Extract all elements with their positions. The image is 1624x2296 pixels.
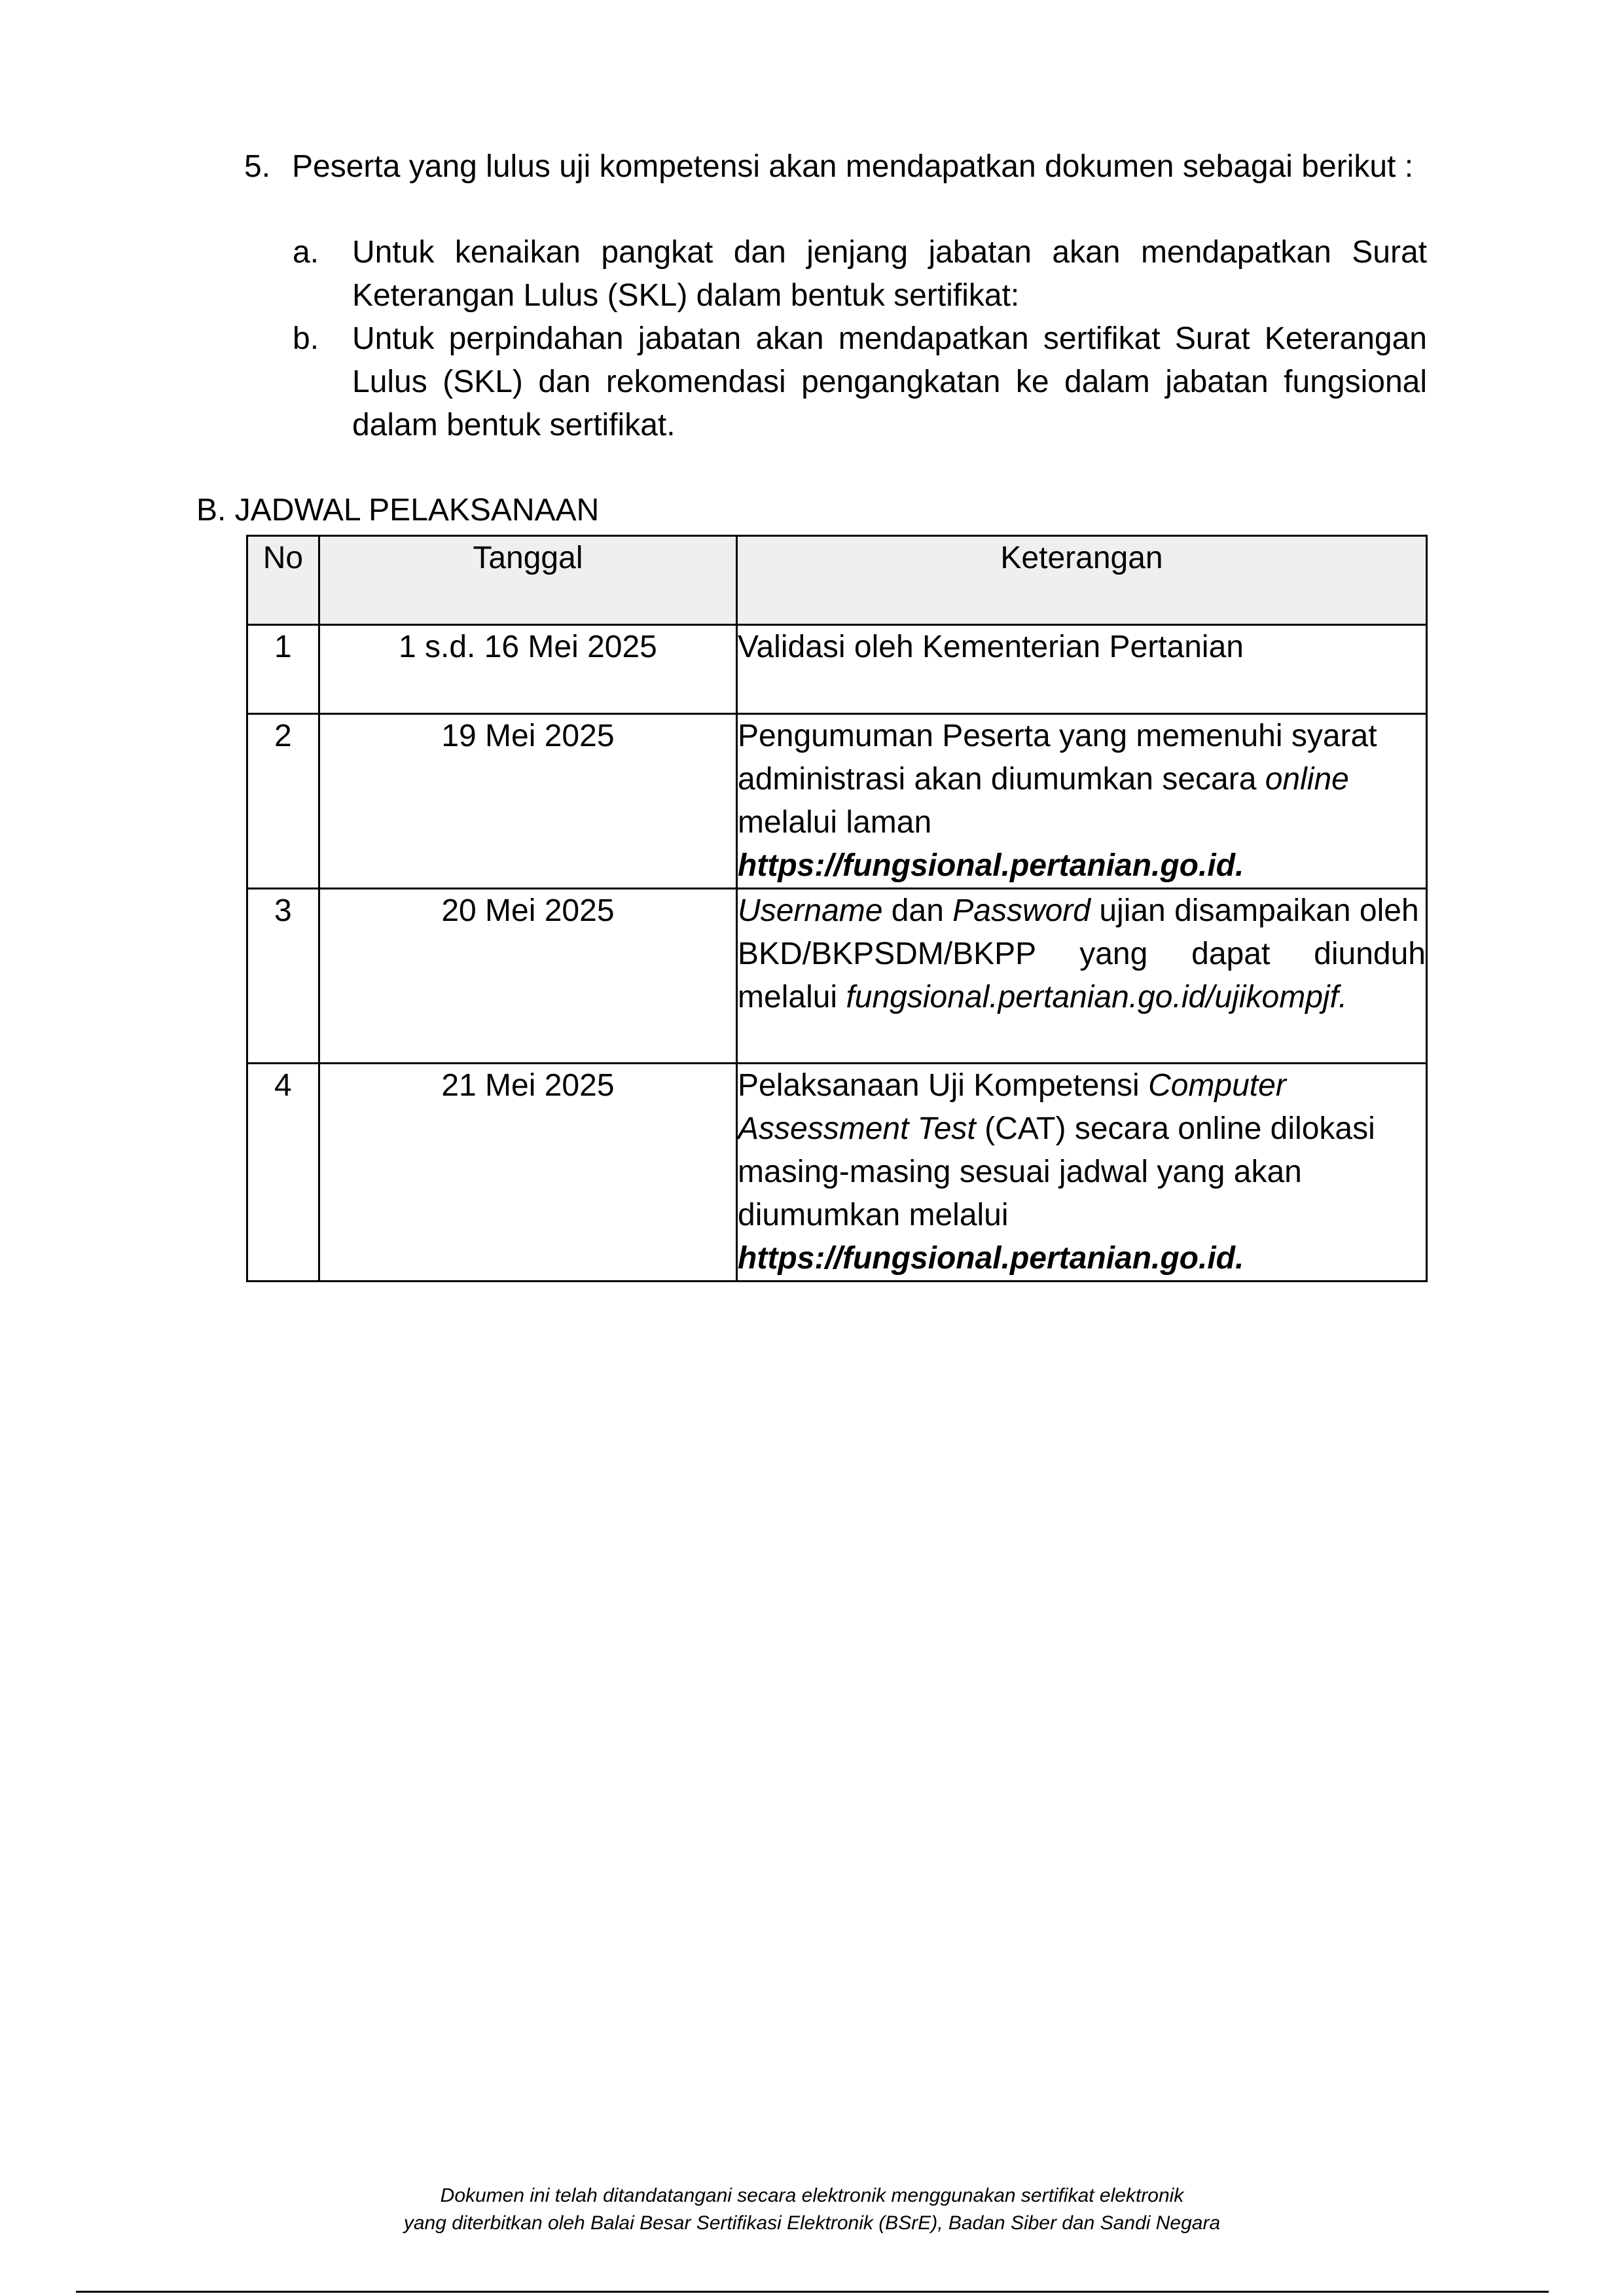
cell-desc xyxy=(737,714,1427,889)
desc-text-italic: online xyxy=(1265,762,1349,797)
cell-no: 4 xyxy=(247,1064,319,1282)
desc-text: Pengumuman Peserta yang memenuhi syarat administrasi akan diumumkan secara xyxy=(738,719,1377,797)
desc-text-italic: Password xyxy=(952,893,1091,928)
cell-no: 3 xyxy=(247,889,319,1064)
header-desc: Keterangan xyxy=(737,536,1427,625)
download-link[interactable]: fungsional.pertanian.go.id/ujikompjf. xyxy=(846,980,1348,1014)
cell-no: 1 xyxy=(247,625,319,714)
header-date: Tanggal xyxy=(319,536,736,625)
sub-item-b xyxy=(293,317,1427,447)
table-row xyxy=(247,625,1427,714)
cell-date: 19 Mei 2025 xyxy=(319,714,736,889)
list-item-5 xyxy=(244,145,1435,188)
table-row xyxy=(247,889,1427,1064)
announcement-link[interactable]: https://fungsional.pertanian.go.id. xyxy=(738,848,1244,883)
cell-date: 21 Mei 2025 xyxy=(319,1064,736,1282)
footer-line-2: yang diterbitkan oleh Balai Besar Sertifikasi Elektronik (BSrE), Badan Siber dan Sandi Negara xyxy=(403,2212,1221,2234)
schedule-table xyxy=(246,535,1428,1282)
footer-line-1: Dokumen ini telah ditandatangani secara elektronik menggunakan sertifikat elektronik xyxy=(440,2185,1184,2206)
signature-footer xyxy=(0,2182,1624,2237)
table-row xyxy=(247,1064,1427,1282)
cell-date: 20 Mei 2025 xyxy=(319,889,736,1064)
desc-text: (CAT) secara online dilokasi masing-masing sesuai jadwal yang akan diumumkan melalui xyxy=(738,1111,1375,1232)
sub-item-text: Untuk perpindahan jabatan akan mendapatkan sertifikat Surat Keterangan Lulus (SKL) dan rekomendasi pengangkatan ke dalam jabatan fungsional dalam bentuk sertifikat. xyxy=(352,321,1427,442)
desc-text: ujian disampaikan oleh xyxy=(1099,893,1419,928)
header-no: No xyxy=(247,536,319,625)
desc-text: dan xyxy=(891,893,944,928)
cell-no: 2 xyxy=(247,714,319,889)
desc-text-italic: Username xyxy=(738,893,883,928)
sub-item-a xyxy=(293,231,1427,317)
sub-item-letter: a. xyxy=(293,235,319,270)
cell-desc xyxy=(737,889,1427,1064)
cell-desc: Validasi oleh Kementerian Pertanian xyxy=(737,625,1427,714)
desc-text: BKD/BKPSDM/BKPP yang dapat diunduh melalui xyxy=(738,937,1426,1014)
sub-item-text: Untuk kenaikan pangkat dan jenjang jabatan akan mendapatkan Surat Keterangan Lulus (SKL) dalam bentuk sertifikat: xyxy=(352,235,1427,313)
announcement-link[interactable]: https://fungsional.pertanian.go.id. xyxy=(738,1241,1244,1276)
desc-text: melalui laman xyxy=(738,805,932,840)
cell-date: 1 s.d. 16 Mei 2025 xyxy=(319,625,736,714)
list-item-number: 5. xyxy=(244,149,271,184)
list-item-text: Peserta yang lulus uji kompetensi akan mendapatkan dokumen sebagai berikut : xyxy=(292,149,1414,184)
sub-item-letter: b. xyxy=(293,321,319,356)
section-title: B. JADWAL PELAKSANAAN xyxy=(196,493,600,528)
cell-desc xyxy=(737,1064,1427,1282)
desc-text: Pelaksanaan Uji Kompetensi xyxy=(738,1068,1140,1103)
table-header-row xyxy=(247,536,1427,625)
table-row xyxy=(247,714,1427,889)
footer-divider xyxy=(76,2291,1549,2293)
desc-text-italic: Computer Assessment Test xyxy=(738,1068,1286,1146)
